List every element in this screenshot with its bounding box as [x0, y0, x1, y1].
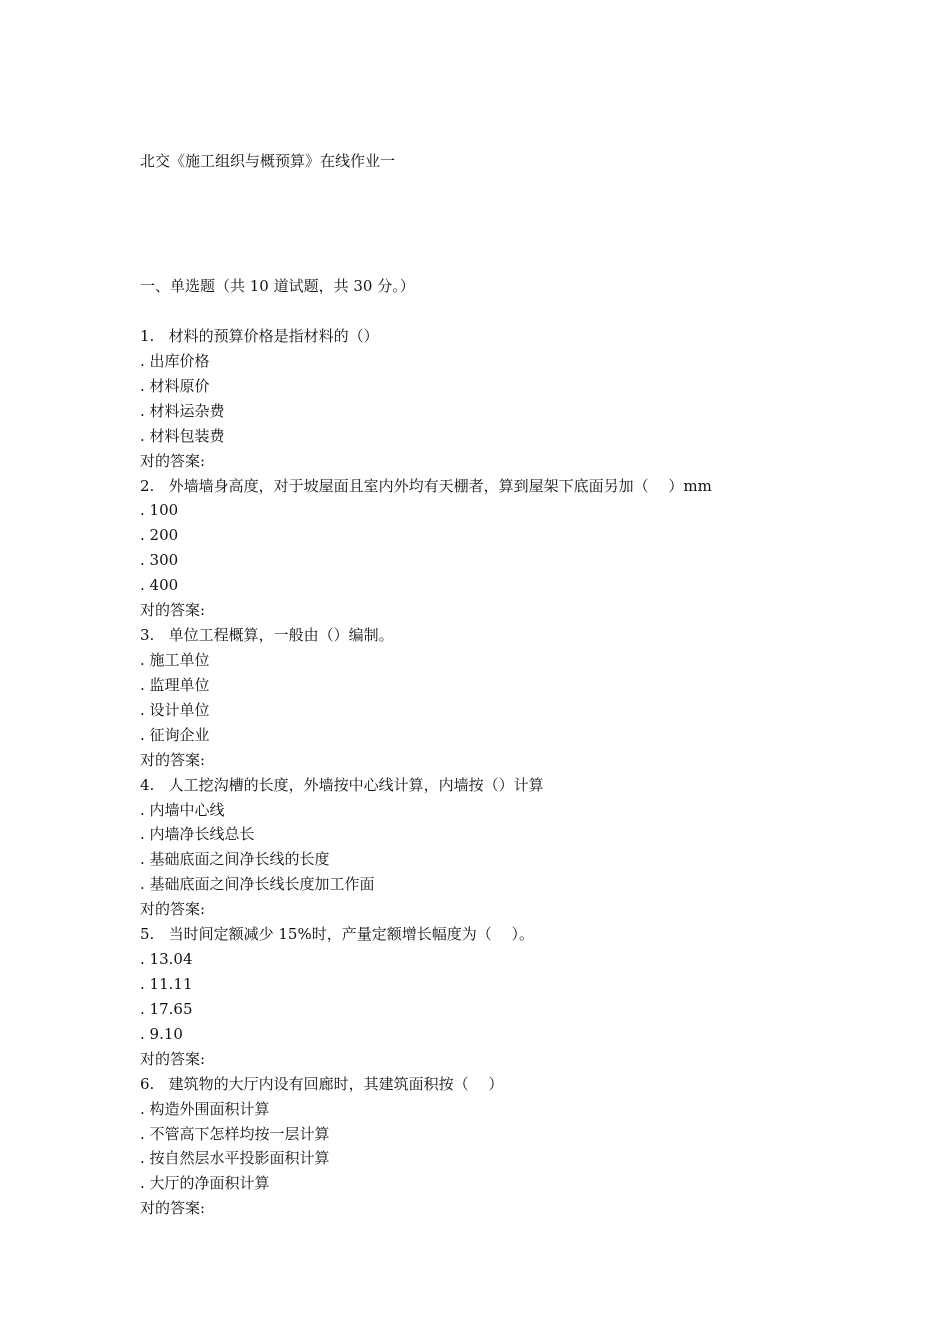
answer-option	[140, 997, 920, 1022]
section-heading: 一、单选题（共 10 道试题，共 30 分。）	[140, 277, 415, 295]
option-text: 监理单位	[149, 675, 210, 694]
option-text: 设计单位	[149, 700, 210, 719]
option-text: 材料原价	[149, 376, 210, 395]
option-text: 构造外围面积计算	[149, 1099, 270, 1118]
answer-option	[140, 1022, 920, 1047]
question-stem	[140, 474, 920, 499]
option-bullet: .	[140, 999, 150, 1018]
answer-label: 对的答案:	[140, 1199, 206, 1218]
option-text: 基础底面之间净长线的长度	[149, 850, 330, 869]
option-text: 材料包装费	[149, 426, 225, 445]
question-number: 1.	[140, 327, 155, 345]
option-bullet: .	[140, 351, 150, 370]
option-bullet: .	[140, 526, 150, 545]
answer-option	[140, 399, 920, 424]
answer-option	[140, 847, 920, 872]
option-text: 按自然层水平投影面积计算	[149, 1149, 330, 1168]
answer-label: 对的答案:	[140, 451, 206, 470]
option-text: 内墙净长线总长	[149, 825, 255, 844]
option-bullet: .	[140, 650, 150, 669]
option-bullet: .	[140, 675, 150, 694]
option-text: 基础底面之间净长线长度加工作面	[149, 875, 375, 894]
question-number: 2.	[140, 476, 155, 495]
answer-option	[140, 698, 920, 723]
question-number: 4.	[140, 775, 155, 794]
option-text: 13.04	[149, 950, 193, 969]
question-stem	[140, 773, 920, 798]
answer-option	[140, 573, 920, 598]
option-bullet: .	[140, 875, 150, 894]
answer-option	[140, 1122, 920, 1147]
answer-option	[140, 723, 920, 748]
option-bullet: .	[140, 551, 150, 570]
question-number: 6.	[140, 1074, 155, 1093]
question-stem	[140, 324, 920, 349]
option-text: 不管高下怎样均按一层计算	[149, 1124, 330, 1143]
option-text: 400	[149, 576, 179, 595]
answer-label: 对的答案:	[140, 1049, 206, 1068]
option-text: 100	[149, 501, 179, 520]
answer-option	[140, 1146, 920, 1171]
question-stem	[140, 623, 920, 648]
option-bullet: .	[140, 376, 150, 395]
question-item	[140, 474, 920, 624]
option-bullet: .	[140, 501, 150, 520]
answer-option	[140, 1097, 920, 1122]
option-bullet: .	[140, 1124, 150, 1143]
option-text: 材料运杂费	[149, 401, 225, 420]
answer-option	[140, 523, 920, 548]
question-item	[140, 922, 920, 1072]
option-bullet: .	[140, 974, 150, 993]
question-item	[140, 324, 920, 474]
question-item	[140, 773, 920, 923]
option-bullet: .	[140, 426, 150, 445]
document-title: 北交《施工组织与概预算》在线作业一	[140, 152, 396, 170]
option-bullet: .	[140, 1099, 150, 1118]
option-bullet: .	[140, 401, 150, 420]
question-stem	[140, 1072, 920, 1097]
option-text: 出库价格	[149, 351, 210, 370]
option-text: 17.65	[149, 999, 193, 1018]
answer-option	[140, 1171, 920, 1196]
option-text: 施工单位	[149, 650, 210, 669]
question-stem	[140, 922, 920, 947]
option-bullet: .	[140, 950, 150, 969]
question-item	[140, 1072, 920, 1222]
answer-option	[140, 498, 920, 523]
question-text: 人工挖沟槽的长度，外墙按中心线计算，内墙按（）计算	[168, 775, 544, 794]
option-bullet: .	[140, 725, 150, 744]
answer-option	[140, 947, 920, 972]
answer-label: 对的答案:	[140, 601, 206, 620]
answer-option	[140, 374, 920, 399]
option-text: 内墙中心线	[149, 800, 225, 819]
answer-option	[140, 872, 920, 897]
answer-label: 对的答案:	[140, 750, 206, 769]
question-text: 材料的预算价格是指材料的（）	[168, 327, 379, 345]
answer-option	[140, 673, 920, 698]
option-bullet: .	[140, 1024, 150, 1043]
option-text: 9.10	[149, 1024, 183, 1043]
option-bullet: .	[140, 800, 150, 819]
option-bullet: .	[140, 576, 150, 595]
answer-option	[140, 798, 920, 823]
question-list	[140, 324, 920, 1221]
question-number: 5.	[140, 925, 155, 944]
option-bullet: .	[140, 850, 150, 869]
option-bullet: .	[140, 700, 150, 719]
option-bullet: .	[140, 825, 150, 844]
answer-option	[140, 424, 920, 449]
answer-option	[140, 972, 920, 997]
option-text: 200	[149, 526, 179, 545]
option-text: 11.11	[149, 974, 193, 993]
question-text: 建筑物的大厅内设有回廊时，其建筑面积按（ ）	[168, 1074, 504, 1093]
answer-option	[140, 648, 920, 673]
option-text: 300	[149, 551, 179, 570]
option-text: 大厅的净面积计算	[149, 1174, 270, 1193]
answer-option	[140, 548, 920, 573]
option-text: 征询企业	[149, 725, 210, 744]
option-bullet: .	[140, 1174, 150, 1193]
answer-option	[140, 822, 920, 847]
question-number: 3.	[140, 626, 155, 645]
question-text: 当时间定额减少 15%时，产量定额增长幅度为（ ）。	[168, 925, 535, 944]
question-text: 单位工程概算，一般由（）编制。	[168, 626, 394, 645]
question-text: 外墙墙身高度，对于坡屋面且室内外均有天棚者，算到屋架下底面另加（ ）mm	[168, 476, 712, 495]
question-item	[140, 623, 920, 773]
answer-option	[140, 349, 920, 374]
answer-label: 对的答案:	[140, 900, 206, 919]
option-bullet: .	[140, 1149, 150, 1168]
